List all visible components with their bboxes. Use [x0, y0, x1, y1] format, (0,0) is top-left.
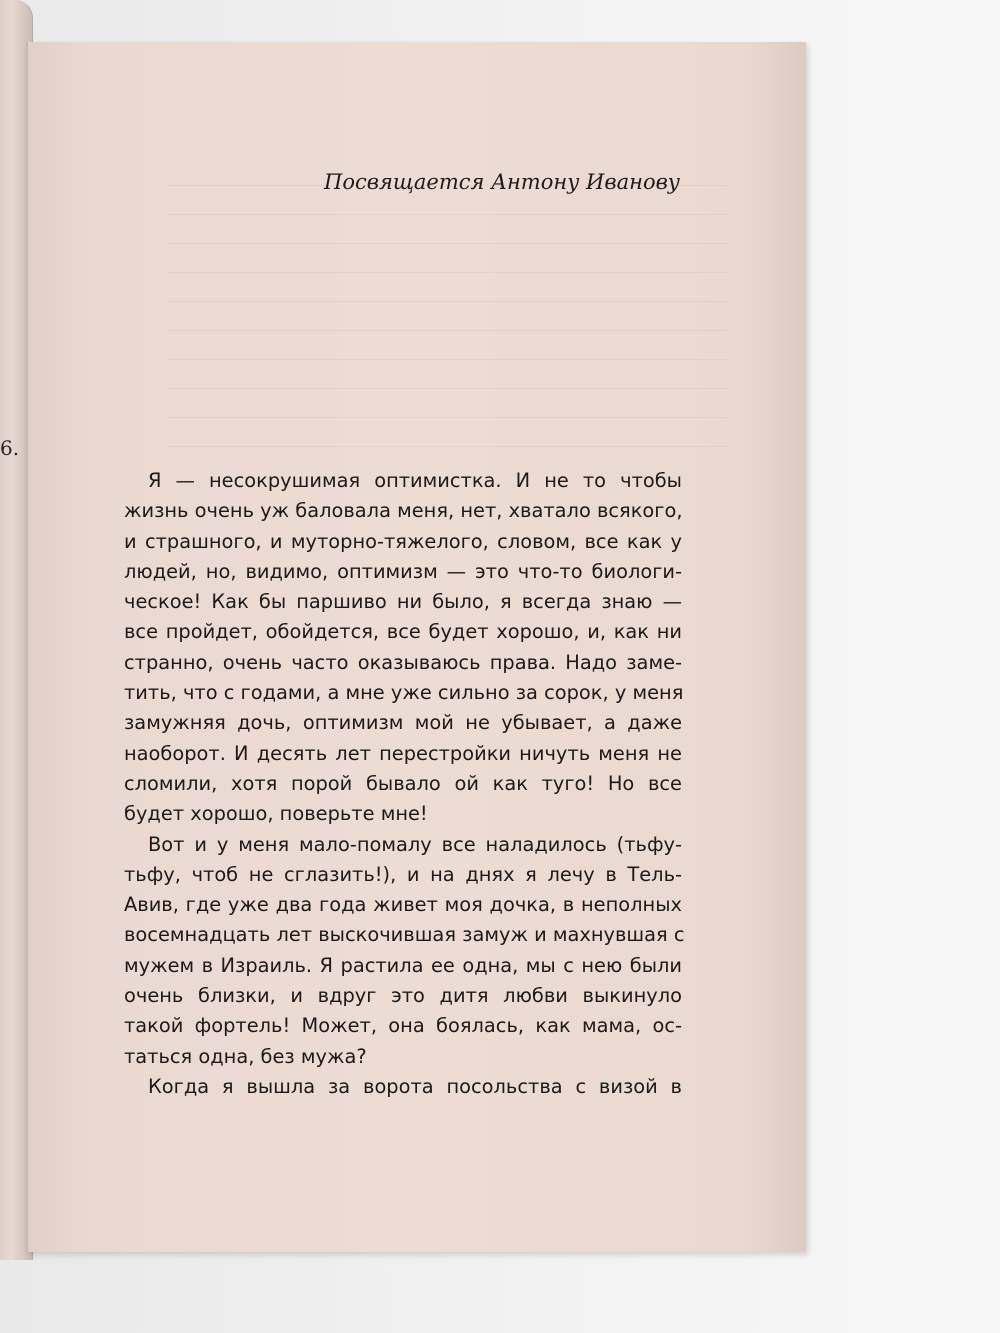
dedication: Посвящается Антону Иванову	[324, 170, 680, 194]
text-line: замужняя дочь, оптимизм мой не убывает, а даже	[124, 711, 682, 735]
show-through-texture	[168, 157, 728, 447]
text-line: и страшного, и муторно-тяжелого, словом, все как у	[124, 529, 682, 553]
text-line: будет хорошо, поверьте мне!	[124, 802, 428, 826]
text-line: тить, что с годами, а мне уже сильно за сорок, у меня	[124, 681, 684, 705]
text-line: очень близки, и вдруг это дитя любви выкинуло	[124, 984, 682, 1008]
text-line: наоборот. И десять лет перестройки ничуть меня не	[124, 741, 682, 765]
text-line: жизнь очень уж баловала меня, нет, хватало всякого,	[124, 499, 683, 523]
text-line: такой фортель! Может, она боялась, как мама, ос-	[124, 1014, 682, 1038]
text-line: Авив, где уже два года живет моя дочка, в неполных	[124, 893, 682, 917]
text-line: тьфу, чтоб не сглазить!), и на днях я лечу в Тель-	[124, 862, 682, 886]
text-line: ческое! Как бы паршиво ни было, я всегда знаю —	[124, 590, 682, 614]
text-line: Я — несокрушимая оптимистка. И не то чтобы	[148, 469, 682, 492]
text-line: все пройдет, обойдется, все будет хорошо, и, как ни	[124, 620, 682, 644]
text-line: восемнадцать лет выскочившая замуж и махнувшая с	[124, 923, 685, 947]
paragraph	[124, 1072, 682, 1102]
text-line: людей, но, видимо, оптимизм — это что-то биологи-	[124, 559, 682, 583]
text-line: Когда я вышла за ворота посольства с визой в	[148, 1074, 682, 1098]
body-text	[124, 466, 685, 1102]
text-line: Вот и у меня мало-помалу все наладилось (тьфу-	[148, 832, 682, 856]
text-line: таться одна, без мужа?	[124, 1044, 367, 1068]
book-page	[26, 42, 806, 1252]
text-line: странно, очень часто оказываюсь права. Надо заме-	[124, 650, 682, 674]
paragraph	[124, 830, 685, 1072]
text-line: мужем в Израиль. Я растила ее одна, мы с нею были	[124, 953, 682, 977]
left-page-number: 6.	[0, 436, 20, 460]
text-line: сломили, хотя порой бывало ой как туго! Но все	[124, 771, 682, 795]
paragraph	[124, 466, 682, 830]
